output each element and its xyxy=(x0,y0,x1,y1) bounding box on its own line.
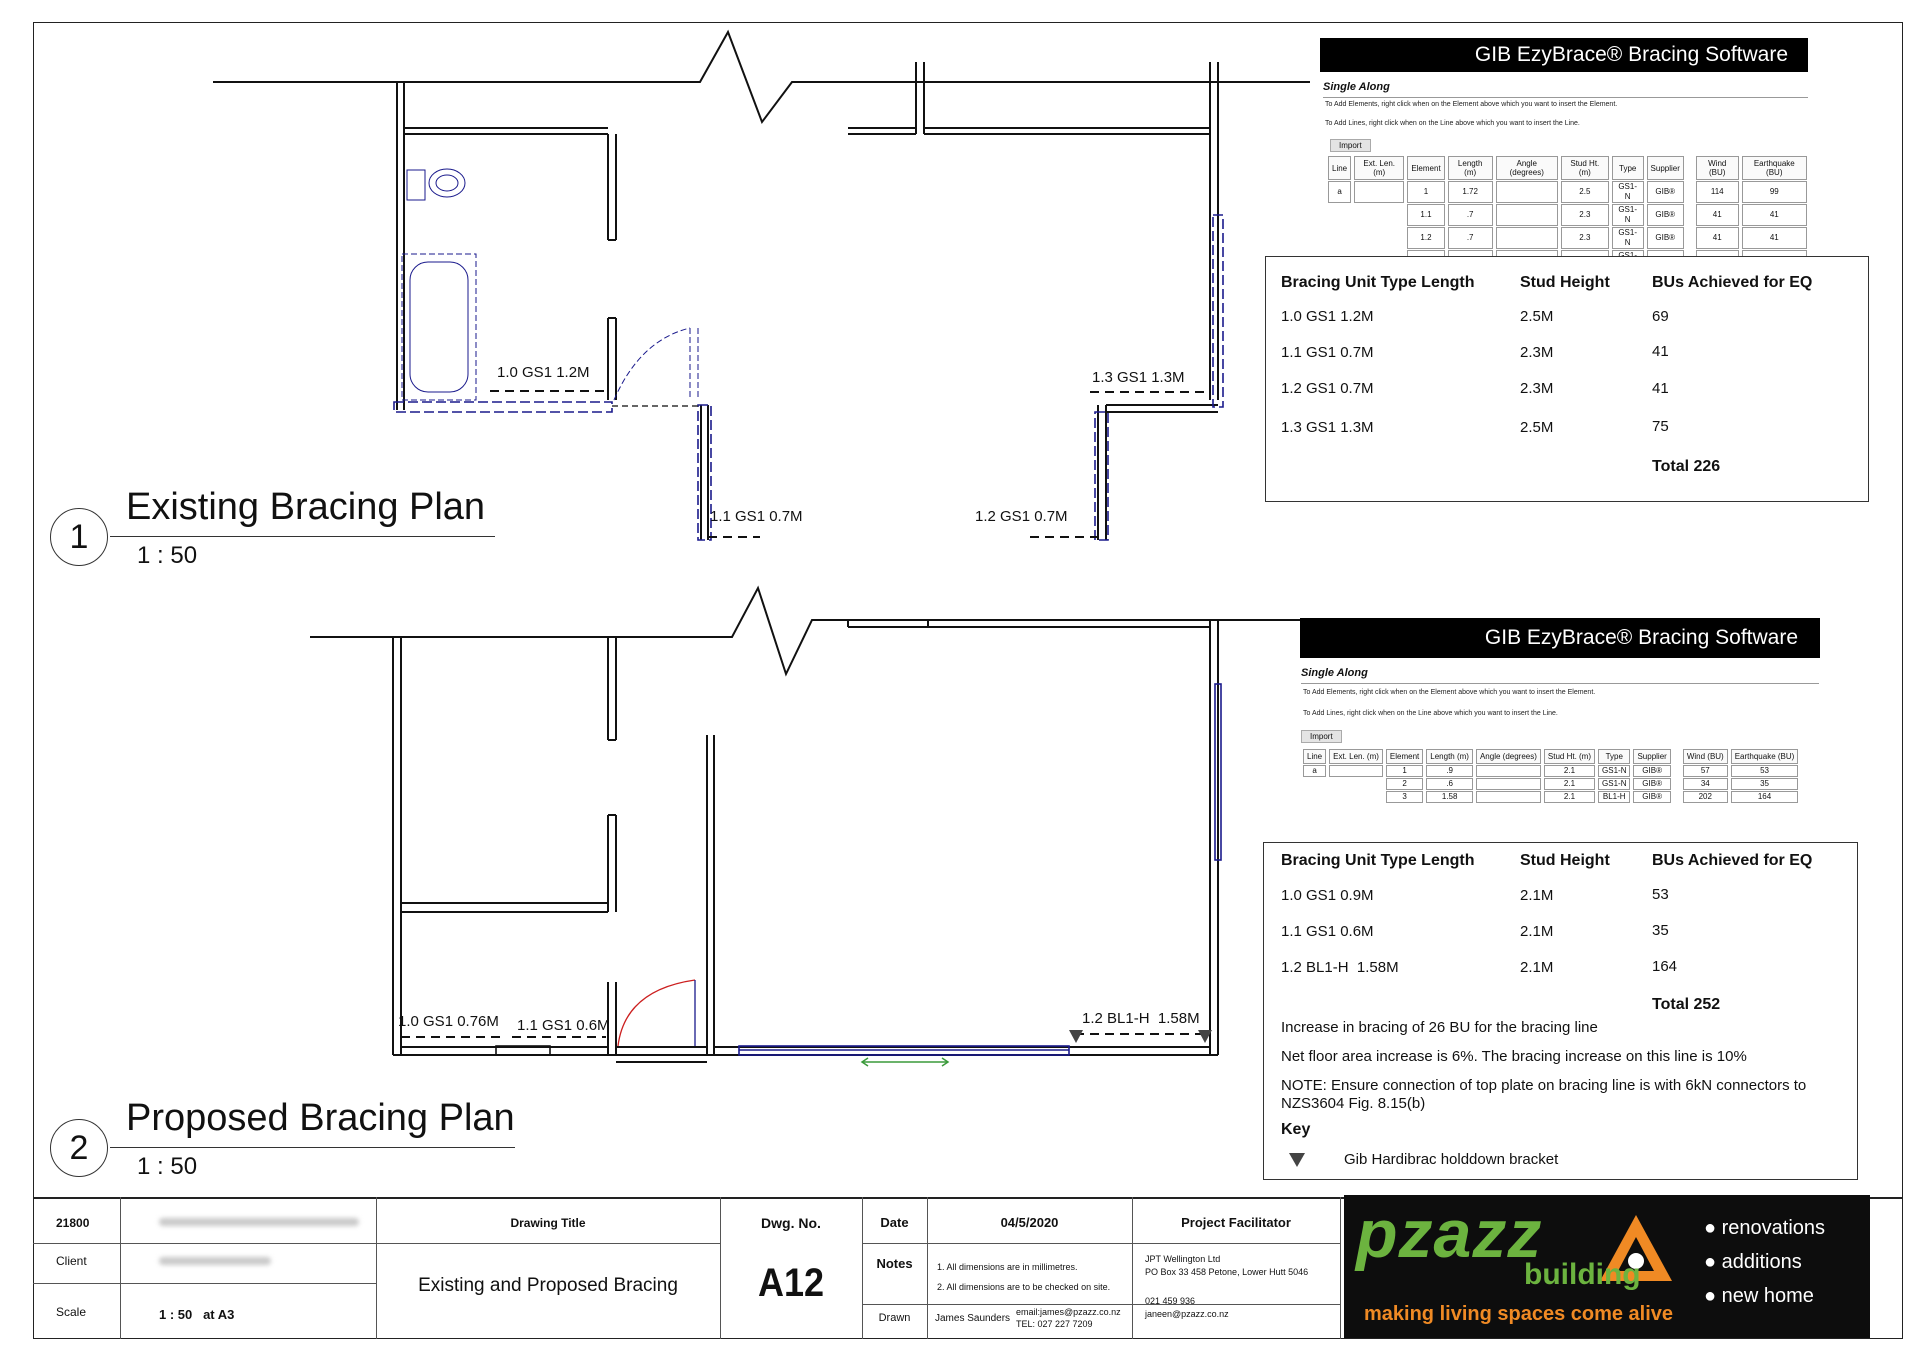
drawn-email: email:james@pzazz.co.nz xyxy=(1016,1307,1121,1317)
summary2-header-bu: BUs Achieved for EQ xyxy=(1652,852,1813,869)
plan1-label-3: 1.2 GS1 0.7M xyxy=(975,508,1068,525)
ezybrace-note-2a: To Add Elements, right click when on the Element above which you want to insert the Element. xyxy=(1303,689,1596,696)
ezybrace-header-1: GIB EzyBrace® Bracing Software xyxy=(1320,38,1808,72)
summary2-row2-bu: 35 xyxy=(1652,922,1669,939)
supplier-cell[interactable]: GIB® xyxy=(1647,227,1684,249)
col-line: Line xyxy=(1303,749,1326,764)
wind-cell: 114 xyxy=(1696,181,1739,203)
table-row xyxy=(1303,765,1798,777)
type-select[interactable]: BL1-H xyxy=(1598,791,1630,803)
summary1-total: Total 226 xyxy=(1652,458,1721,475)
stud-cell[interactable]: 2.3 xyxy=(1561,204,1609,226)
pf-company: JPT Wellington Ltd xyxy=(1145,1254,1221,1264)
plan2-title: Proposed Bracing Plan xyxy=(126,1097,515,1139)
summary2-total: Total 252 xyxy=(1652,996,1721,1013)
logo-sub: building xyxy=(1524,1258,1641,1291)
gap-cell xyxy=(1354,227,1404,249)
ezybrace-title-2: Single Along xyxy=(1301,667,1368,679)
scale-value: 1 : 50 at A3 xyxy=(159,1307,235,1322)
plan1-title: Existing Bracing Plan xyxy=(126,486,486,528)
stud-cell[interactable]: 2.1 xyxy=(1544,778,1595,790)
import-button-1[interactable]: Import xyxy=(1330,139,1371,152)
gap-cell xyxy=(1674,765,1680,777)
col-line: Line xyxy=(1328,156,1351,180)
bullet-icon: ● xyxy=(1704,1285,1722,1307)
eq-cell: 164 xyxy=(1731,791,1799,803)
summary2-row2-stud: 2.1M xyxy=(1520,923,1554,940)
scale-label: Scale xyxy=(56,1305,87,1319)
dwg-no-label: Dwg. No. xyxy=(761,1215,821,1231)
ezybrace-note-1b: To Add Lines, right click when on the Line above which you want to insert the Line. xyxy=(1325,120,1580,127)
plan1-label-1: 1.0 GS1 1.2M xyxy=(497,364,590,381)
angle-cell[interactable] xyxy=(1476,778,1541,790)
length-cell[interactable]: .6 xyxy=(1426,778,1473,790)
summary1-header-bu: BUs Achieved for EQ xyxy=(1652,274,1813,291)
summary2-header-stud: Stud Height xyxy=(1520,852,1610,869)
tb-hline-1 xyxy=(33,1243,376,1244)
summary1-row1-stud: 2.5M xyxy=(1520,308,1554,325)
summary2-row3-type: 1.2 BL1-H 1.58M xyxy=(1281,959,1399,976)
summary2-key-item: Gib Hardibrac holddown bracket xyxy=(1344,1151,1559,1168)
col-gap xyxy=(1687,156,1693,180)
ext-len-cell[interactable] xyxy=(1329,765,1383,777)
pf-phone: 021 459 936 xyxy=(1145,1296,1196,1306)
tb-vline-1 xyxy=(120,1197,121,1339)
col-type: Type xyxy=(1612,156,1644,180)
angle-cell[interactable] xyxy=(1496,227,1558,249)
col-eq: Earthquake (BU) xyxy=(1731,749,1799,764)
date-value: 04/5/2020 xyxy=(1000,1215,1059,1230)
drawn-by: James Saunders xyxy=(935,1313,1011,1324)
gap-cell xyxy=(1687,181,1693,203)
drawn-tel: TEL: 027 227 7209 xyxy=(1016,1319,1093,1329)
wind-cell: 41 xyxy=(1696,227,1739,249)
plan1-label-4: 1.3 GS1 1.3M xyxy=(1092,369,1185,386)
col-length: Length (m) xyxy=(1448,156,1493,180)
stud-cell[interactable]: 2.3 xyxy=(1561,227,1609,249)
drawing-title-label: Drawing Title xyxy=(510,1216,586,1230)
summary1-row3-stud: 2.3M xyxy=(1520,380,1554,397)
col-eq: Earthquake (BU) xyxy=(1742,156,1807,180)
eq-cell: 41 xyxy=(1742,227,1807,249)
length-cell[interactable]: .9 xyxy=(1426,765,1473,777)
gap-cell xyxy=(1687,204,1693,226)
summary1-row3-type: 1.2 GS1 0.7M xyxy=(1281,380,1374,397)
wind-cell: 202 xyxy=(1683,791,1728,803)
summary1-row4-stud: 2.5M xyxy=(1520,419,1554,436)
summary1-row4-bu: 75 xyxy=(1652,418,1669,435)
ezybrace-panel-2 xyxy=(1300,618,1820,834)
gap-cell xyxy=(1303,791,1326,803)
plan2-label-1: 1.0 GS1 0.76M xyxy=(398,1013,499,1030)
tb-hline-2 xyxy=(33,1283,376,1284)
drawing-title: Existing and Proposed Bracing xyxy=(418,1275,678,1296)
summary2-note-increase: Increase in bracing of 26 BU for the bracing line xyxy=(1281,1019,1598,1036)
service-label: new home xyxy=(1721,1285,1814,1307)
stud-cell[interactable]: 2.1 xyxy=(1544,791,1595,803)
supplier-cell[interactable]: GIB® xyxy=(1633,778,1670,790)
element-cell[interactable]: 3 xyxy=(1386,791,1423,803)
line-cell[interactable]: a xyxy=(1303,765,1326,777)
eq-cell: 35 xyxy=(1731,778,1799,790)
element-cell[interactable]: 2 xyxy=(1386,778,1423,790)
summary2-key-title: Key xyxy=(1281,1121,1311,1138)
col-element: Element xyxy=(1407,156,1444,180)
ezybrace-table-2 xyxy=(1300,748,1801,804)
type-select[interactable]: GS1-N xyxy=(1612,227,1644,249)
table-row xyxy=(1328,181,1807,203)
summary2-row1-bu: 53 xyxy=(1652,886,1669,903)
ezybrace-title-1: Single Along xyxy=(1323,81,1390,93)
pf-email: janeen@pzazz.co.nz xyxy=(1145,1309,1229,1319)
plan2-number: 2 xyxy=(50,1119,108,1177)
supplier-cell[interactable]: GIB® xyxy=(1647,181,1684,203)
summary1-row3-bu: 41 xyxy=(1652,380,1669,397)
tb-hline-5 xyxy=(862,1304,1340,1305)
job-number: 21800 xyxy=(56,1216,90,1230)
col-angle: Angle (degrees) xyxy=(1476,749,1541,764)
supplier-cell[interactable]: GIB® xyxy=(1633,791,1670,803)
plan1-dim-lines xyxy=(490,391,1210,537)
table-row xyxy=(1303,778,1798,790)
gap-cell xyxy=(1329,791,1383,803)
col-supplier: Supplier xyxy=(1633,749,1670,764)
length-cell[interactable]: .7 xyxy=(1448,204,1493,226)
plan2-door xyxy=(618,980,948,1066)
col-angle: Angle (degrees) xyxy=(1496,156,1558,180)
bracing-summary-1 xyxy=(1265,256,1869,502)
client-label: Client xyxy=(56,1254,87,1268)
col-stud-ht: Stud Ht. (m) xyxy=(1544,749,1595,764)
type-select[interactable]: GS1-N xyxy=(1598,765,1630,777)
summary1-row2-bu: 41 xyxy=(1652,343,1669,360)
angle-cell[interactable] xyxy=(1496,204,1558,226)
ezybrace-rule-2 xyxy=(1301,683,1819,684)
table-row xyxy=(1328,204,1807,226)
ezybrace-header-2: GIB EzyBrace® Bracing Software xyxy=(1300,618,1820,658)
plan2-walls xyxy=(310,588,1300,1062)
col-supplier: Supplier xyxy=(1647,156,1684,180)
col-ext-len: Ext. Len. (m) xyxy=(1354,156,1404,180)
supplier-cell[interactable]: GIB® xyxy=(1633,765,1670,777)
angle-cell[interactable] xyxy=(1476,765,1541,777)
eq-cell: 41 xyxy=(1742,204,1807,226)
summary1-header-stud: Stud Height xyxy=(1520,274,1610,291)
bracing-summary-2 xyxy=(1263,842,1858,1180)
wind-cell: 57 xyxy=(1683,765,1728,777)
summary1-row1-bu: 69 xyxy=(1652,308,1669,325)
plan2-bracing xyxy=(496,684,1221,1055)
summary2-note-connect: NOTE: Ensure connection of top plate on bracing line is with 6kN connectors to NZS3604 Fig. 8.15(b) xyxy=(1281,1077,1807,1112)
plan2-label-3: 1.2 BL1-H 1.58M xyxy=(1082,1010,1200,1027)
col-gap xyxy=(1674,749,1680,764)
wind-cell: 41 xyxy=(1696,204,1739,226)
wind-cell: 34 xyxy=(1683,778,1728,790)
summary1-header-type: Bracing Unit Type Length xyxy=(1281,274,1475,291)
redacted-client xyxy=(159,1257,271,1265)
gap-cell xyxy=(1687,227,1693,249)
line-cell[interactable]: a xyxy=(1328,181,1351,203)
note-1: 1. All dimensions are in millimetres. xyxy=(937,1262,1078,1272)
summary2-header-type: Bracing Unit Type Length xyxy=(1281,852,1475,869)
plan2-label-2: 1.1 GS1 0.6M xyxy=(517,1017,610,1034)
length-cell[interactable]: .7 xyxy=(1448,227,1493,249)
gap-cell xyxy=(1328,227,1351,249)
element-cell[interactable]: 1 xyxy=(1386,765,1423,777)
pzazz-logo xyxy=(1344,1195,1870,1338)
ezybrace-note-2b: To Add Lines, right click when on the Line above which you want to insert the Line. xyxy=(1303,710,1558,717)
summary1-row2-stud: 2.3M xyxy=(1520,344,1554,361)
col-wind: Wind (BU) xyxy=(1683,749,1728,764)
gap-cell xyxy=(1328,204,1351,226)
summary2-row3-stud: 2.1M xyxy=(1520,959,1554,976)
logo-brand: pzazz xyxy=(1356,1196,1543,1272)
stud-cell[interactable]: 2.5 xyxy=(1561,181,1609,203)
summary1-row4-type: 1.3 GS1 1.3M xyxy=(1281,419,1374,436)
plan2-scale: 1 : 50 xyxy=(137,1153,198,1180)
gap-cell xyxy=(1674,778,1680,790)
service-additions xyxy=(1704,1251,1802,1274)
eq-cell: 53 xyxy=(1731,765,1799,777)
drawn-label: Drawn xyxy=(878,1312,911,1324)
gap-cell xyxy=(1354,204,1404,226)
plan1-title-rule xyxy=(110,536,495,537)
pf-label: Project Facilitator xyxy=(1181,1215,1291,1230)
plan2-dim-lines xyxy=(401,1034,1208,1037)
gap-cell xyxy=(1674,791,1680,803)
plan1-walls xyxy=(213,32,1310,540)
dwg-no: A12 xyxy=(757,1261,825,1305)
holddown-bracket-icon xyxy=(1288,1152,1306,1168)
service-label: renovations xyxy=(1721,1217,1826,1239)
bullet-icon: ● xyxy=(1704,1251,1722,1273)
angle-cell[interactable] xyxy=(1496,181,1558,203)
col-element: Element xyxy=(1386,749,1423,764)
date-label: Date xyxy=(880,1215,909,1230)
redacted-address xyxy=(159,1218,359,1226)
col-wind: Wind (BU) xyxy=(1696,156,1739,180)
notes-label: Notes xyxy=(876,1256,913,1271)
plan2-title-rule xyxy=(110,1147,515,1148)
bullet-icon: ● xyxy=(1704,1217,1722,1239)
summary2-row3-bu: 164 xyxy=(1652,958,1678,975)
holddown-bracket-icon xyxy=(1069,1030,1212,1043)
stud-cell[interactable]: 2.1 xyxy=(1544,765,1595,777)
type-select[interactable]: GS1-N xyxy=(1612,204,1644,226)
service-label: additions xyxy=(1721,1251,1802,1273)
plan1-scale: 1 : 50 xyxy=(137,542,198,569)
tb-hline-3 xyxy=(376,1243,720,1244)
summary2-row1-type: 1.0 GS1 0.9M xyxy=(1281,887,1374,904)
summary2-note-area: Net floor area increase is 6%. The bracing increase on this line is 10% xyxy=(1281,1048,1747,1065)
supplier-cell[interactable]: GIB® xyxy=(1647,204,1684,226)
angle-cell[interactable] xyxy=(1476,791,1541,803)
element-cell[interactable]: 1.1 xyxy=(1407,204,1444,226)
col-length: Length (m) xyxy=(1426,749,1473,764)
col-stud-ht: Stud Ht. (m) xyxy=(1561,156,1609,180)
logo-tagline: making living spaces come alive xyxy=(1364,1303,1674,1325)
table-row xyxy=(1328,227,1807,249)
element-cell[interactable]: 1.2 xyxy=(1407,227,1444,249)
service-renovations xyxy=(1704,1217,1825,1240)
ext-len-cell[interactable] xyxy=(1354,181,1404,203)
ezybrace-panel-1 xyxy=(1320,38,1810,246)
type-select[interactable]: GS1-N xyxy=(1612,181,1644,203)
gap-cell xyxy=(1303,778,1326,790)
table-row xyxy=(1303,791,1798,803)
length-cell[interactable]: 1.72 xyxy=(1448,181,1493,203)
plan1-label-2: 1.1 GS1 0.7M xyxy=(710,508,803,525)
summary2-row1-stud: 2.1M xyxy=(1520,887,1554,904)
ezybrace-rule-1 xyxy=(1323,97,1808,98)
service-new-home xyxy=(1704,1285,1814,1308)
summary1-row2-type: 1.1 GS1 0.7M xyxy=(1281,344,1374,361)
summary2-row2-type: 1.1 GS1 0.6M xyxy=(1281,923,1374,940)
type-select[interactable]: GS1-N xyxy=(1598,778,1630,790)
element-cell[interactable]: 1 xyxy=(1407,181,1444,203)
pf-address: PO Box 33 458 Petone, Lower Hutt 5046 xyxy=(1145,1267,1309,1277)
ezybrace-note-1a: To Add Elements, right click when on the Element above which you want to insert the Element. xyxy=(1325,101,1618,108)
tb-vline-7 xyxy=(1340,1197,1341,1339)
plan1-number: 1 xyxy=(50,508,108,566)
summary1-row1-type: 1.0 GS1 1.2M xyxy=(1281,308,1374,325)
gap-cell xyxy=(1329,778,1383,790)
length-cell[interactable]: 1.58 xyxy=(1426,791,1473,803)
col-ext-len: Ext. Len. (m) xyxy=(1329,749,1383,764)
tb-hline-4 xyxy=(862,1243,1341,1244)
import-button-2[interactable]: Import xyxy=(1301,730,1342,743)
note-2: 2. All dimensions are to be checked on site. xyxy=(937,1282,1111,1292)
eq-cell: 99 xyxy=(1742,181,1807,203)
col-type: Type xyxy=(1598,749,1630,764)
